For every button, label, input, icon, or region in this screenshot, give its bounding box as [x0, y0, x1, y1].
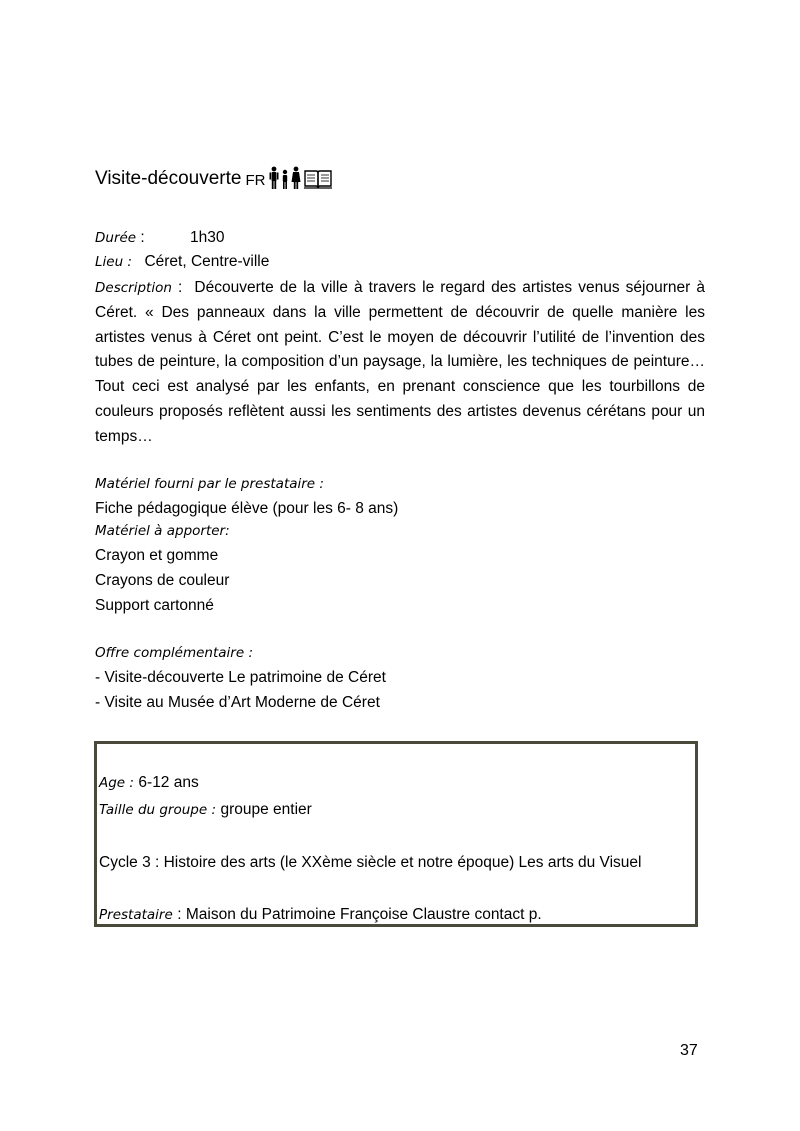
location-value: Céret, Centre-ville [144, 253, 270, 270]
info-box [94, 741, 698, 927]
materials-to-bring-label: Matériel à apporter: [95, 523, 230, 539]
materials-provided-item: Fiche pédagogique élève (pour les 6- 8 ans) [95, 500, 399, 517]
page-number: 37 [680, 1042, 698, 1059]
size-row [99, 801, 693, 819]
complementary-item: - Visite-découverte Le patrimoine de Céret [95, 669, 386, 686]
description-label: Description [95, 280, 172, 296]
age-value: 6-12 ans [138, 774, 199, 791]
description-paragraph: Description : Découverte de la ville à travers le regard des artistes venus séjourner à Céret. « Des panneaux dans la ville permettent de découvrir de quelle manière les artistes venus à Céret ont peint. C’est le moyen de découvrir l’utilité de l’invention des tubes de peinture, la composition d’un paysage, la lumière, les techniques de peinture… Tout ceci est analysé par les enfants, en prenant conscience que les tourbillons de couleurs proposés reflètent aussi les sentiments des artistes devenus cérétans pour un temps… [95, 279, 705, 445]
programs-value: Cycle 3 : Histoire des arts (le XXème siècle et notre époque) Les arts du Visuel [99, 854, 642, 871]
provider-value: : Maison du Patrimoine Françoise Claustre contact p. [177, 906, 542, 923]
location-label: Lieu : [95, 254, 132, 270]
duration-row: Durée : [95, 229, 145, 246]
location-row [95, 253, 269, 271]
book-icon [303, 168, 333, 190]
complementary-label: Offre complémentaire : [95, 645, 253, 661]
group-label: Groupe : [99, 746, 165, 762]
age-label: Age : [99, 775, 134, 791]
duration-value: 1h30 [190, 229, 225, 246]
provider-label: Prestataire [99, 907, 173, 923]
materials-to-bring-item: Crayons de couleur [95, 572, 230, 589]
language-tag: FR [245, 172, 266, 189]
complementary-item: - Visite au Musée d’Art Moderne de Céret [95, 694, 380, 711]
booking-label: Pour réserver / se renseigner [99, 880, 322, 896]
activity-name: Céret en couleur [95, 203, 245, 222]
materials-to-bring-item: Support cartonné [95, 597, 214, 614]
size-value: groupe entier [220, 801, 312, 818]
family-icon [269, 166, 301, 190]
section-heading: ARTS VIVANTS (MUSIQUE, LITTERATURE, PEINTURES) [96, 97, 584, 116]
materials-provided-label: Matériel fourni par le prestataire : [95, 476, 324, 492]
age-row [99, 774, 693, 792]
programs-label: Programmes scolaires : [99, 827, 278, 843]
materials-to-bring-item: Crayon et gomme [95, 547, 219, 564]
description-text: Découverte de la ville à travers le regard des artistes venus séjourner à Céret. « Des panneaux dans la ville permettent de découvrir de quelle manière les artistes venus à Céret ont peint. C’est le moyen de découvrir l’utilité de l’invention des tubes de peinture, la composition d’un paysage, la lumière, les techniques de peinture… Tout ceci est analysé par les enfants, en prenant conscience que les tourbillons de couleurs proposés reflètent aussi les sentiments des artistes devenus cérétans pour un temps… [95, 279, 705, 445]
size-label: Taille du groupe : [99, 802, 217, 818]
provider-row [99, 906, 693, 924]
duration-label: Durée [95, 230, 137, 246]
activity-title-row [95, 166, 333, 190]
activity-title: Visite-découverte [95, 168, 242, 189]
